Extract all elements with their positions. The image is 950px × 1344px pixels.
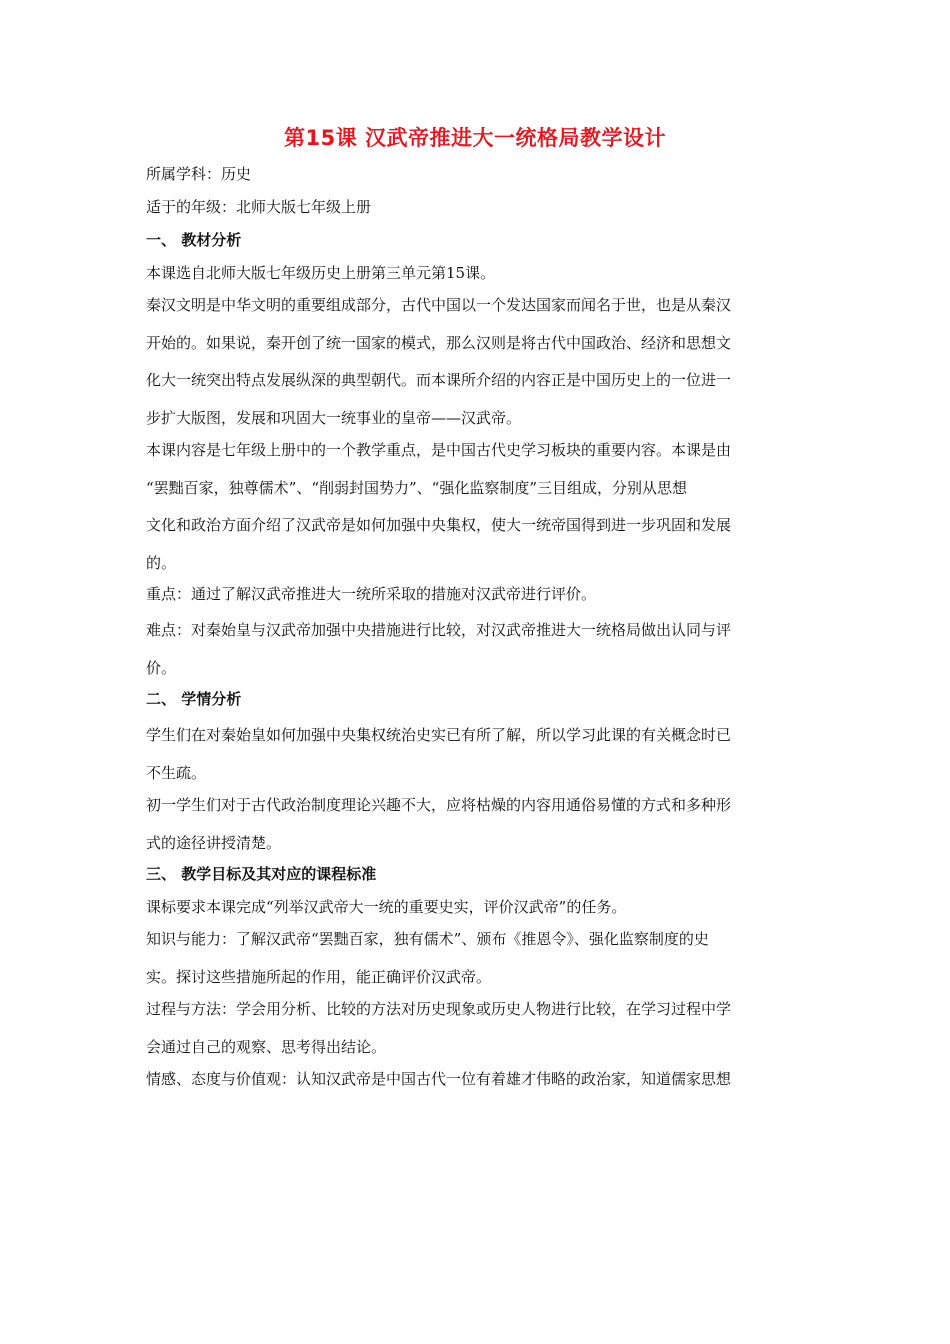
- knowledge-goal: [146, 921, 806, 996]
- text-line: 不生疏。: [146, 763, 207, 782]
- difficult-point: [146, 612, 806, 687]
- text-line: 价。: [146, 658, 177, 677]
- grade-line: 适于的年级：北师大版七年级上册: [146, 198, 372, 216]
- section-heading-3: 三、 教学目标及其对应的课程标准: [146, 865, 377, 883]
- paragraph: 本课选自北师大版七年级历史上册第三单元第15课。: [146, 264, 496, 282]
- paragraph: 课标要求本课完成“列举汉武帝大一统的重要史实，评价汉武帝”的任务。: [146, 898, 627, 916]
- method-goal: [146, 991, 806, 1066]
- paragraph: [146, 432, 806, 582]
- text-line: 文化和政治方面介绍了汉武帝是如何加强中央集权，使大一统帝国得到进一步巩固和发展: [146, 516, 732, 534]
- paragraph: [146, 717, 806, 792]
- text-line: 难点：对秦始皇与汉武帝加强中央措施进行比较，对汉武帝推进大一统格局做出认同与评: [146, 621, 732, 639]
- subject-line: 所属学科：历史: [146, 165, 252, 183]
- text-line: 知识与能力：了解汉武帝“罢黜百家，独有儒术”、颁布《推恩令》、强化监察制度的史: [146, 930, 709, 948]
- emotion-goal: [146, 1061, 806, 1099]
- text-line: 会通过自己的观察、思考得出结论。: [146, 1037, 387, 1056]
- text-line: 开始的。如果说，秦开创了统一国家的模式，那么汉则是将古代中国政治、经济和思想文: [146, 333, 732, 352]
- text-line: 过程与方法：学会用分析、比较的方法对历史现象或历史人物进行比较，在学习过程中学: [146, 1000, 732, 1018]
- text-line: 实。探讨这些措施所起的作用，能正确评价汉武帝。: [146, 967, 492, 986]
- text-line: 化大一统突出特点发展纵深的典型朝代。而本课所介绍的内容正是中国历史上的一位进一: [146, 371, 732, 389]
- document-title: 第15课 汉武帝推进大一统格局教学设计: [283, 126, 667, 150]
- paragraph: [146, 787, 806, 862]
- text-line: 的。: [146, 553, 177, 572]
- paragraph: [146, 287, 806, 437]
- text-line: 情感、态度与价值观：认知汉武帝是中国古代一位有着雄才伟略的政治家，知道儒家思想: [146, 1070, 732, 1088]
- section-heading-2: 二、 学情分析: [146, 690, 242, 708]
- text-line: “罢黜百家，独尊儒术”、“削弱封国势力”、“强化监察制度”三目组成，分别从思想: [146, 478, 688, 497]
- text-line: 初一学生们对于古代政治制度理论兴趣不大，应将枯燥的内容用通俗易懂的方式和多种形: [146, 796, 732, 814]
- key-point: 重点：通过了解汉武帝推进大一统所采取的措施对汉武帝进行评价。: [146, 585, 597, 603]
- text-line: 秦汉文明是中华文明的重要组成部分，古代中国以一个发达国家而闻名于世，也是从秦汉: [146, 296, 732, 314]
- document-body: [146, 160, 806, 1099]
- text-line: 步扩大版图，发展和巩固大一统事业的皇帝——汉武帝。: [146, 408, 522, 427]
- text-line: 学生们在对秦始皇如何加强中央集权统治史实已有所了解，所以学习此课的有关概念时已: [146, 726, 732, 744]
- section-heading-1: 一、 教材分析: [146, 231, 242, 249]
- text-line: 式的途径讲授清楚。: [146, 833, 282, 852]
- text-line: 本课内容是七年级上册中的一个教学重点，是中国古代史学习板块的重要内容。本课是由: [146, 441, 732, 459]
